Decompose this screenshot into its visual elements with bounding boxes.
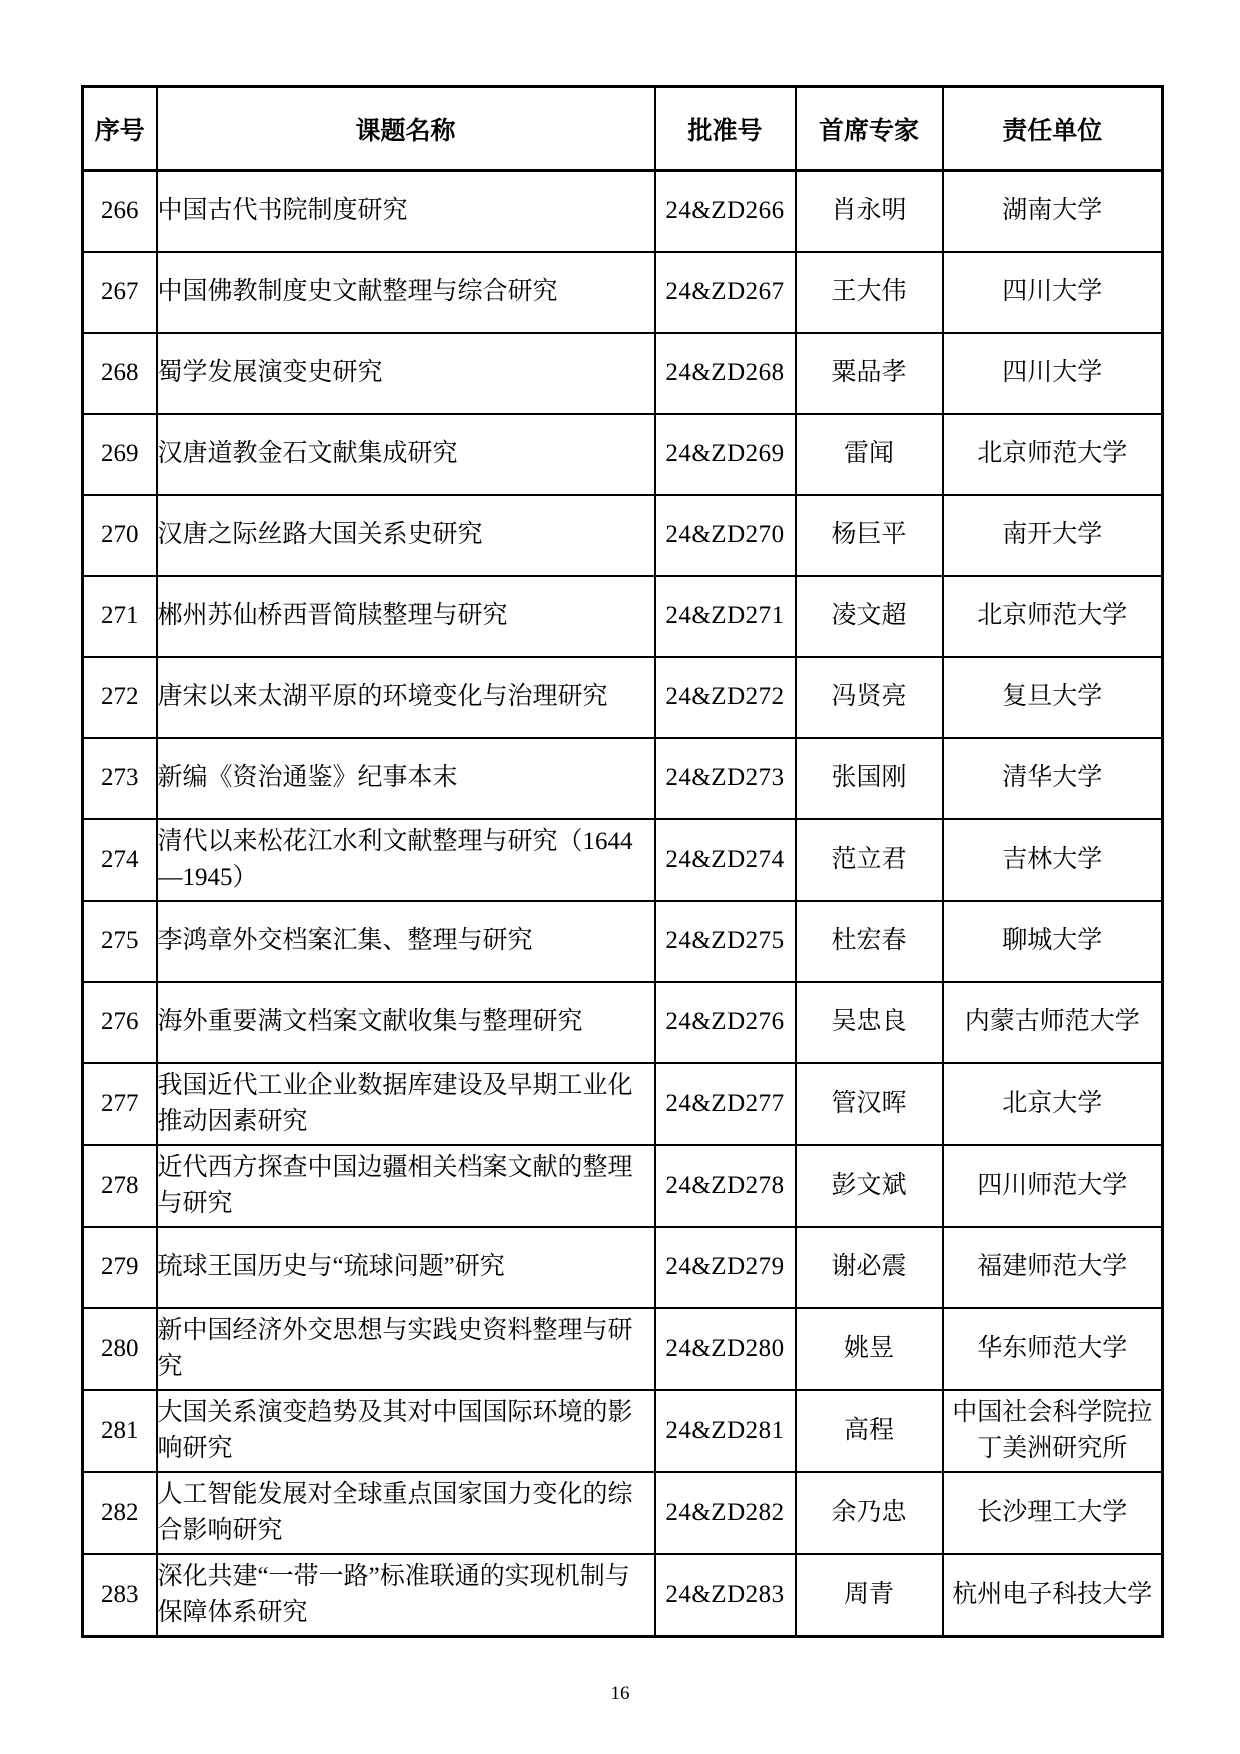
row-responsible-org — [943, 252, 1163, 333]
row-approval-code: 24&ZD277 — [655, 1063, 796, 1145]
row-approval-code: 24&ZD282 — [655, 1472, 796, 1554]
row-responsible-org — [943, 1390, 1163, 1472]
row-approval-code: 24&ZD269 — [655, 414, 796, 495]
row-chief-expert: 王大伟 — [796, 252, 943, 333]
table-row — [83, 1308, 1163, 1390]
table-row — [83, 495, 1163, 576]
row-serial-number: 271 — [83, 576, 157, 657]
row-responsible-org — [943, 819, 1163, 901]
row-serial-number: 272 — [83, 657, 157, 738]
responsible-org-text: 华东师范大学 — [977, 1334, 1128, 1362]
row-approval-code: 24&ZD276 — [655, 982, 796, 1063]
row-serial-number: 269 — [83, 414, 157, 495]
row-responsible-org — [943, 657, 1163, 738]
responsible-org-text: 北京大学 — [1002, 1089, 1103, 1117]
responsible-org-text: 聊城大学 — [1002, 927, 1103, 954]
row-responsible-org — [943, 414, 1163, 495]
row-responsible-org — [943, 1145, 1163, 1227]
row-serial-number: 268 — [83, 333, 157, 414]
row-responsible-org — [943, 901, 1163, 982]
row-project-title: 近代西方探查中国边疆相关档案文献的整理与研究 — [157, 1145, 655, 1227]
table-row — [83, 333, 1163, 414]
responsible-org-text: 四川师范大学 — [977, 1171, 1128, 1199]
row-serial-number: 276 — [83, 982, 157, 1063]
row-serial-number: 281 — [83, 1390, 157, 1472]
row-serial-number: 274 — [83, 819, 157, 901]
row-project-title: 郴州苏仙桥西晋简牍整理与研究 — [157, 576, 655, 657]
table-row — [83, 1063, 1163, 1145]
row-project-title: 大国关系演变趋势及其对中国国际环境的影响研究 — [157, 1390, 655, 1472]
row-serial-number: 283 — [83, 1554, 157, 1637]
responsible-org-text: 复旦大学 — [1002, 683, 1103, 710]
row-approval-code: 24&ZD267 — [655, 252, 796, 333]
row-serial-number: 277 — [83, 1063, 157, 1145]
responsible-org-text: 吉林大学 — [1002, 845, 1103, 873]
header-project-title: 课题名称 — [157, 87, 655, 171]
row-serial-number: 266 — [83, 171, 157, 252]
table-row — [83, 738, 1163, 819]
row-chief-expert: 管汉晖 — [796, 1063, 943, 1145]
table-row — [83, 657, 1163, 738]
table-row — [83, 1227, 1163, 1308]
header-approval-code: 批准号 — [655, 87, 796, 171]
responsible-org-text: 北京师范大学 — [977, 440, 1128, 467]
row-chief-expert: 冯贤亮 — [796, 657, 943, 738]
row-responsible-org — [943, 171, 1163, 252]
table-row — [83, 576, 1163, 657]
row-chief-expert: 余乃忠 — [796, 1472, 943, 1554]
row-approval-code: 24&ZD268 — [655, 333, 796, 414]
row-serial-number: 273 — [83, 738, 157, 819]
table-row — [83, 414, 1163, 495]
row-approval-code: 24&ZD279 — [655, 1227, 796, 1308]
row-approval-code: 24&ZD283 — [655, 1554, 796, 1637]
row-chief-expert: 吴忠良 — [796, 982, 943, 1063]
row-project-title: 深化共建“一带一路”标准联通的实现机制与保障体系研究 — [157, 1554, 655, 1637]
table-header — [83, 87, 1163, 171]
responsible-org-text: 长沙理工大学 — [977, 1498, 1128, 1526]
row-chief-expert: 彭文斌 — [796, 1145, 943, 1227]
row-approval-code: 24&ZD280 — [655, 1308, 796, 1390]
row-chief-expert: 范立君 — [796, 819, 943, 901]
responsible-org-text: 四川大学 — [1002, 359, 1103, 386]
row-chief-expert: 凌文超 — [796, 576, 943, 657]
header-responsible-org: 责任单位 — [943, 87, 1163, 171]
row-chief-expert: 雷闻 — [796, 414, 943, 495]
row-project-title: 汉唐之际丝路大国关系史研究 — [157, 495, 655, 576]
row-responsible-org — [943, 1554, 1163, 1637]
table-row — [83, 982, 1163, 1063]
row-responsible-org — [943, 576, 1163, 657]
row-responsible-org — [943, 738, 1163, 819]
header-serial-number: 序号 — [83, 87, 157, 171]
row-chief-expert: 张国刚 — [796, 738, 943, 819]
row-responsible-org — [943, 1227, 1163, 1308]
table-row — [83, 252, 1163, 333]
table-row — [83, 819, 1163, 901]
row-serial-number: 267 — [83, 252, 157, 333]
row-chief-expert: 高程 — [796, 1390, 943, 1472]
row-chief-expert: 杨巨平 — [796, 495, 943, 576]
row-serial-number: 280 — [83, 1308, 157, 1390]
row-chief-expert: 姚昱 — [796, 1308, 943, 1390]
responsible-org-text: 福建师范大学 — [977, 1253, 1128, 1280]
table-body — [83, 171, 1163, 1637]
row-project-title: 清代以来松花江水利文献整理与研究（1644—1945） — [157, 819, 655, 901]
table-row — [83, 171, 1163, 252]
row-project-title: 唐宋以来太湖平原的环境变化与治理研究 — [157, 657, 655, 738]
row-chief-expert: 肖永明 — [796, 171, 943, 252]
projects-table — [81, 85, 1164, 1638]
responsible-org-text: 南开大学 — [1002, 521, 1103, 548]
row-serial-number: 275 — [83, 901, 157, 982]
page-number: 16 — [610, 1683, 630, 1704]
row-project-title: 琉球王国历史与“琉球问题”研究 — [157, 1227, 655, 1308]
responsible-org-text: 清华大学 — [1002, 764, 1103, 791]
row-responsible-org — [943, 1472, 1163, 1554]
table-row — [83, 1145, 1163, 1227]
responsible-org-text: 中国社会科学院拉丁美洲研究所 — [952, 1398, 1153, 1462]
row-approval-code: 24&ZD270 — [655, 495, 796, 576]
row-responsible-org — [943, 982, 1163, 1063]
row-project-title: 新编《资治通鉴》纪事本末 — [157, 738, 655, 819]
row-approval-code: 24&ZD272 — [655, 657, 796, 738]
row-project-title: 新中国经济外交思想与实践史资料整理与研究 — [157, 1308, 655, 1390]
row-project-title: 海外重要满文档案文献收集与整理研究 — [157, 982, 655, 1063]
row-approval-code: 24&ZD271 — [655, 576, 796, 657]
row-approval-code: 24&ZD278 — [655, 1145, 796, 1227]
table-row — [83, 1472, 1163, 1554]
row-approval-code: 24&ZD266 — [655, 171, 796, 252]
table-row — [83, 1390, 1163, 1472]
row-project-title: 我国近代工业企业数据库建设及早期工业化推动因素研究 — [157, 1063, 655, 1145]
row-approval-code: 24&ZD281 — [655, 1390, 796, 1472]
row-serial-number: 278 — [83, 1145, 157, 1227]
responsible-org-text: 湖南大学 — [1002, 197, 1103, 225]
row-serial-number: 282 — [83, 1472, 157, 1554]
row-chief-expert: 周青 — [796, 1554, 943, 1637]
row-project-title: 人工智能发展对全球重点国家国力变化的综合影响研究 — [157, 1472, 655, 1554]
header-chief-expert: 首席专家 — [796, 87, 943, 171]
row-project-title: 李鸿章外交档案汇集、整理与研究 — [157, 901, 655, 982]
row-approval-code: 24&ZD274 — [655, 819, 796, 901]
responsible-org-text: 北京师范大学 — [977, 602, 1128, 629]
row-project-title: 中国佛教制度史文献整理与综合研究 — [157, 252, 655, 333]
row-responsible-org — [943, 1063, 1163, 1145]
table-row — [83, 901, 1163, 982]
row-project-title: 汉唐道教金石文献集成研究 — [157, 414, 655, 495]
row-project-title: 蜀学发展演变史研究 — [157, 333, 655, 414]
row-responsible-org — [943, 495, 1163, 576]
row-serial-number: 270 — [83, 495, 157, 576]
row-chief-expert: 谢必震 — [796, 1227, 943, 1308]
table-row — [83, 1554, 1163, 1637]
row-serial-number: 279 — [83, 1227, 157, 1308]
responsible-org-text: 杭州电子科技大学 — [952, 1580, 1153, 1608]
row-chief-expert: 粟品孝 — [796, 333, 943, 414]
header-row — [83, 87, 1163, 171]
row-chief-expert: 杜宏春 — [796, 901, 943, 982]
row-approval-code: 24&ZD275 — [655, 901, 796, 982]
responsible-org-text: 四川大学 — [1002, 278, 1103, 305]
row-approval-code: 24&ZD273 — [655, 738, 796, 819]
responsible-org-text: 内蒙古师范大学 — [964, 1008, 1140, 1035]
row-responsible-org — [943, 333, 1163, 414]
row-project-title: 中国古代书院制度研究 — [157, 171, 655, 252]
row-responsible-org — [943, 1308, 1163, 1390]
